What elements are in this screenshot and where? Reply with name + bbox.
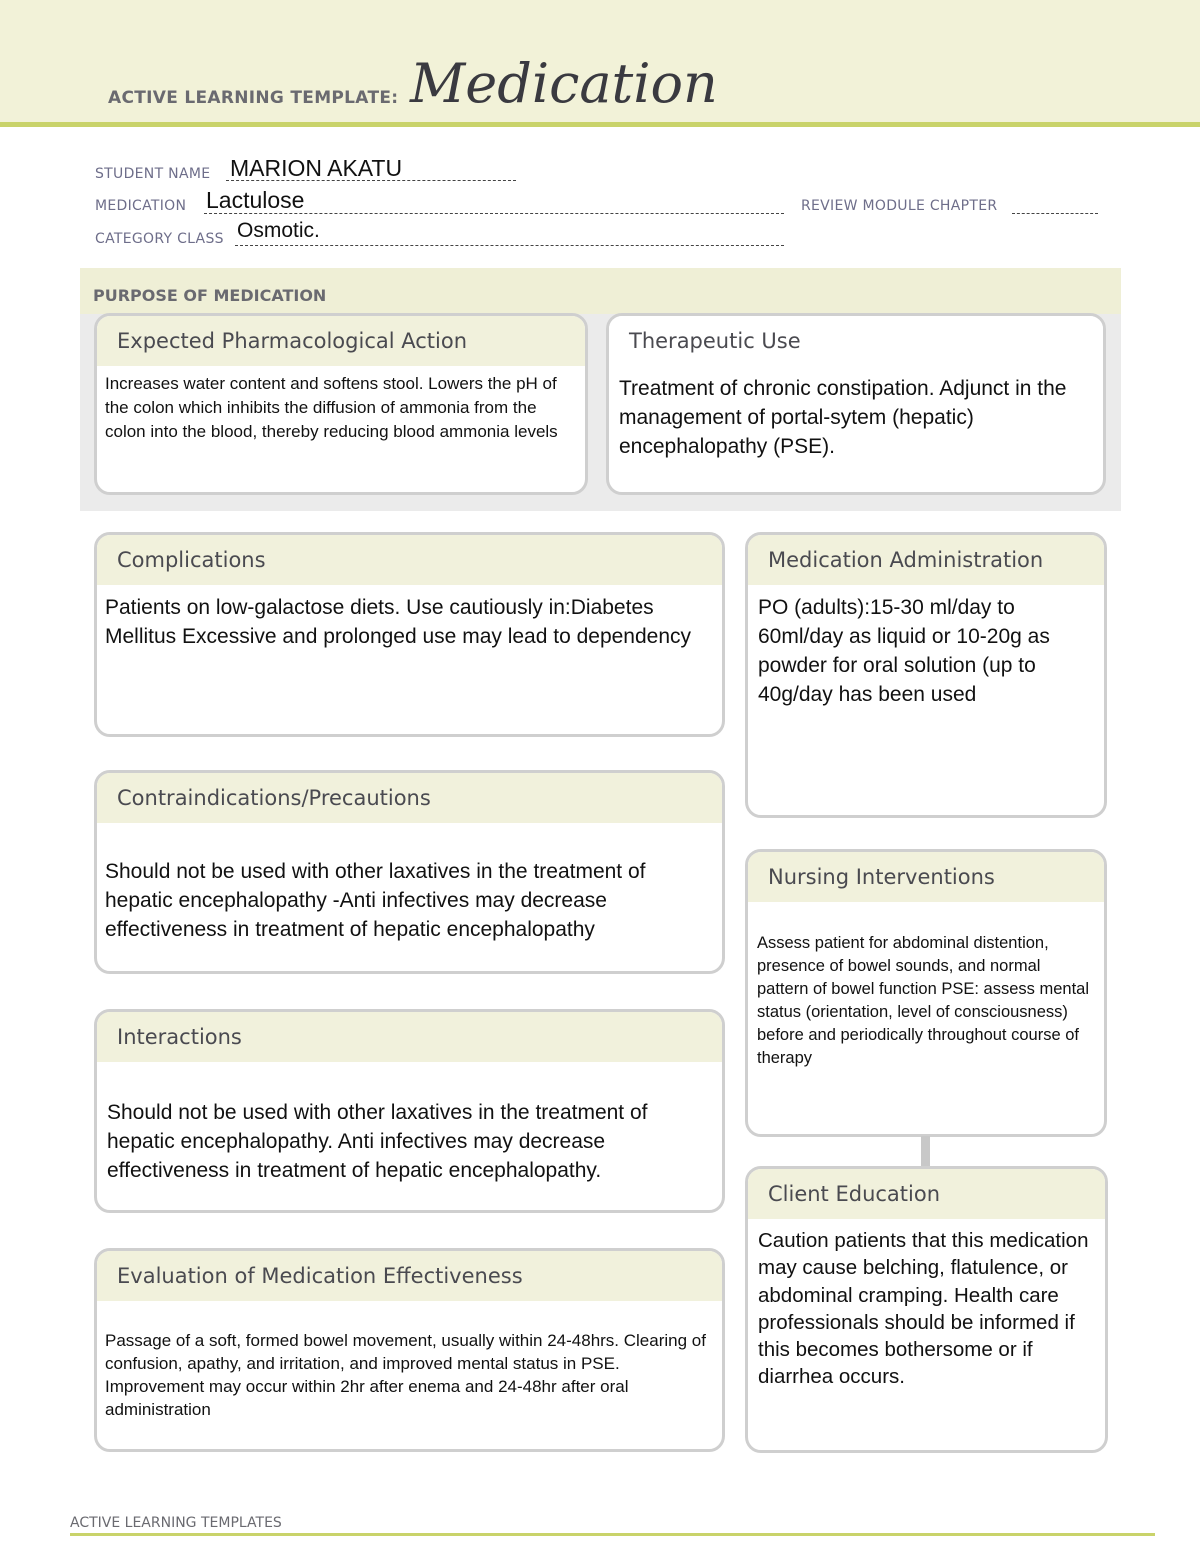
category-class-label: CATEGORY CLASS [95,231,224,247]
interactions-box [94,1009,725,1213]
complications-box [94,532,725,737]
medication-field[interactable]: Lactulose [206,187,305,213]
evaluation-text[interactable]: Passage of a soft, formed bowel movement, usually within 24-48hrs. Clearing of confusion, apathy, and irritation, and improved mental status in PSE. Improvement may occur within 2hr after enema and 24-48hr after oral administration [105,1331,706,1419]
contraindications-text[interactable]: Should not be used with other laxatives in the treatment of hepatic encephalopathy -Anti infectives may decrease effectiveness in treatment of hepatic encephalopathy [105,860,646,941]
template-label: ACTIVE LEARNING TEMPLATE: [108,88,399,108]
complications-title: Complications [97,535,722,585]
review-module-label: REVIEW MODULE CHAPTER [801,198,998,214]
footer-label: ACTIVE LEARNING TEMPLATES [70,1515,282,1531]
connector-bar [921,1136,930,1166]
interactions-text[interactable]: Should not be used with other laxatives in the treatment of hepatic encephalopathy. Anti infectives may decrease effectiveness in treatment of hepatic encephalopathy. [107,1101,648,1182]
category-class-line [235,245,784,246]
medication-administration-title: Medication Administration [748,535,1104,585]
expected-action-box [94,313,588,495]
purpose-label: PURPOSE OF MEDICATION [93,286,327,305]
expected-action-text[interactable]: Increases water content and softens stool. Lowers the pH of the colon which inhibits the diffusion of ammonia from the colon into the blood, thereby reducing blood ammonia levels [105,374,558,441]
therapeutic-use-box [606,313,1106,495]
template-title: Medication [410,52,718,115]
student-name-label: STUDENT NAME [95,166,211,182]
complications-text[interactable]: Patients on low-galactose diets. Use cautiously in:Diabetes Mellitus Excessive and prolonged use may lead to dependency [105,596,692,648]
expected-action-title: Expected Pharmacological Action [97,316,585,366]
nursing-interventions-title: Nursing Interventions [748,852,1104,902]
therapeutic-use-title: Therapeutic Use [609,316,1103,366]
medication-administration-text[interactable]: PO (adults):15-30 ml/day to 60ml/day as liquid or 10-20g as powder for oral solution (up to 40g/day has been used [758,596,1050,706]
medication-label: MEDICATION [95,198,187,214]
contraindications-box [94,770,725,974]
footer-rule [70,1533,1155,1536]
nursing-interventions-text[interactable]: Assess patient for abdominal distention, presence of bowel sounds, and normal pattern of bowel function PSE: assess mental status (orientation, level of consciousness) before and periodically throughout course of therapy [757,934,1090,1067]
medication-administration-box [745,532,1107,818]
client-education-box [745,1166,1108,1453]
nursing-interventions-box [745,849,1107,1137]
student-name-field[interactable]: MARION AKATU [230,155,403,181]
client-education-title: Client Education [748,1169,1105,1219]
contraindications-title: Contraindications/Precautions [97,773,722,823]
review-module-field[interactable] [1012,213,1098,214]
client-education-text[interactable]: Caution patients that this medication may cause belching, flatulence, or abdominal cramping. Health care professionals should be informed if this becomes bothersome or if diarrhea occurs. [758,1229,1089,1389]
category-class-field[interactable]: Osmotic. [237,219,320,242]
interactions-title: Interactions [97,1012,722,1062]
header-rule [0,122,1200,127]
evaluation-box [94,1248,725,1452]
therapeutic-use-text[interactable]: Treatment of chronic constipation. Adjunct in the management of portal-sytem (hepatic) encephalopathy (PSE). [619,377,1067,458]
evaluation-title: Evaluation of Medication Effectiveness [97,1251,722,1301]
